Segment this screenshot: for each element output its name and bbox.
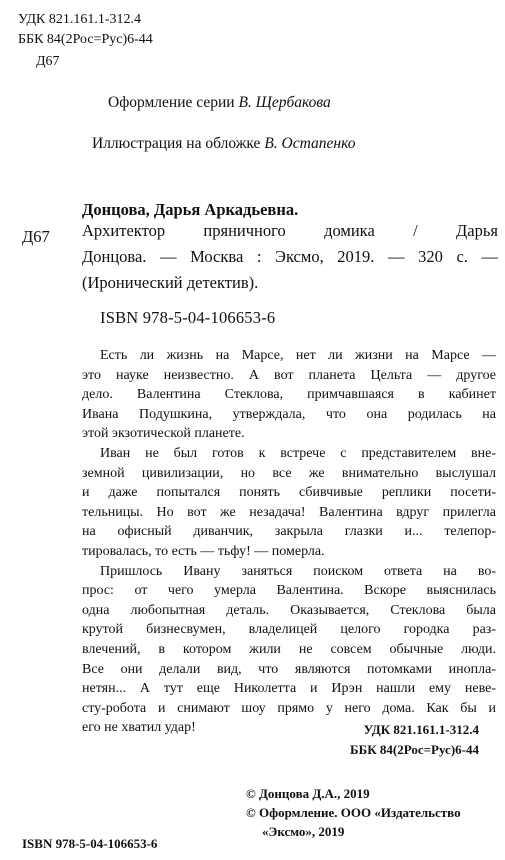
annotation-line: и даже попытался понять сбивчивые реплики посети-	[82, 485, 496, 501]
annotation-line: Все они делали вид, что являются потомками инопла-	[82, 661, 496, 677]
catalog-author-mark: Д67	[22, 227, 50, 246]
annotation-paragraph	[82, 346, 496, 444]
annotation-paragraph	[82, 444, 496, 562]
annotation-line: земной цивилизации, но все же внимательно выслушал	[82, 465, 496, 481]
annotation-line: крутой бизнесвумен, владелицей целого городка раз-	[82, 622, 496, 638]
series-design-label: Оформление серии	[108, 94, 235, 111]
catalog-entry	[82, 218, 498, 296]
cover-illustration-credit	[92, 134, 355, 154]
annotation-line: его не хватил удар!	[82, 720, 196, 736]
annotation-line: сту-робота и снимают шоу прямо у него дома. Как бы и	[82, 700, 496, 716]
catalog-entry-line: (Иронический детектив).	[82, 273, 259, 292]
series-design-name: В. Щербакова	[238, 94, 331, 111]
cover-illustration-name: В. Остапенко	[264, 135, 356, 152]
copyright-author: © Донцова Д.А., 2019	[246, 786, 370, 801]
author-mark: Д67	[36, 54, 60, 69]
annotation-line: дело. Валентина Стеклова, примчавшаяся в кабинет	[82, 387, 496, 403]
annotation-line: одна любопытная деталь. Оказывается, Стеклова была	[82, 602, 496, 618]
annotation-line: прос: от чего умерла Валентина. Вскоре выяснилась	[82, 583, 496, 599]
annotation-line: Пришлось Ивану заняться поиском ответа на во-	[100, 563, 496, 579]
footer-udk-code: УДК 821.161.1-312.4	[363, 722, 479, 737]
copyright-design-line2: «Эксмо», 2019	[262, 824, 345, 839]
annotation-line: на офисный диванчик, закрыла глазки и... телепор-	[82, 524, 496, 540]
series-design-credit	[108, 93, 331, 113]
annotation-line: нетян... А тут еще Николетта и Ирэн нашли ему неве-	[82, 681, 496, 697]
footer-isbn: ISBN 978-5-04-106653-6	[22, 836, 158, 851]
catalog-entry-line: Донцова. — Москва : Эксмо, 2019. — 320 с. —	[82, 247, 498, 266]
annotation-line: тировалась, то есть — тьфу! — померла.	[82, 543, 325, 559]
annotation-line: Есть ли жизнь на Марсе, нет ли жизни на Марсе —	[100, 348, 496, 363]
annotation-paragraph	[82, 562, 496, 738]
cover-illustration-label: Иллюстрация на обложке	[92, 135, 261, 152]
annotation-line: Ивана Подушкина, утверждала, что она родилась на	[82, 406, 496, 422]
catalog-entry-line: Архитектор пряничного домика / Дарья	[82, 221, 498, 240]
annotation-line: тельницы. Но вот же незадача! Валентина вдруг прилегла	[82, 504, 496, 520]
catalog-isbn: ISBN 978-5-04-106653-6	[100, 308, 276, 327]
annotation-line: это науке неизвестно. А вот планета Цельта — другое	[82, 367, 496, 383]
author-heading: Донцова, Дарья Аркадьевна.	[82, 200, 299, 219]
annotation-line: этой экзотической планете.	[82, 426, 245, 442]
annotation-line: влечений, в котором жили не совсем обычные люди.	[82, 641, 496, 657]
annotation-line: Иван не был готов к встрече с представителем вне-	[100, 445, 496, 461]
bbk-code: ББК 84(2Рос=Рус)6-44	[18, 32, 153, 47]
footer-bbk-code: ББК 84(2Рос=Рус)6-44	[350, 742, 479, 757]
copyright-design-line1: © Оформление. ООО «Издательство	[246, 805, 461, 820]
udk-code: УДК 821.161.1-312.4	[18, 12, 142, 27]
annotation	[82, 346, 496, 738]
